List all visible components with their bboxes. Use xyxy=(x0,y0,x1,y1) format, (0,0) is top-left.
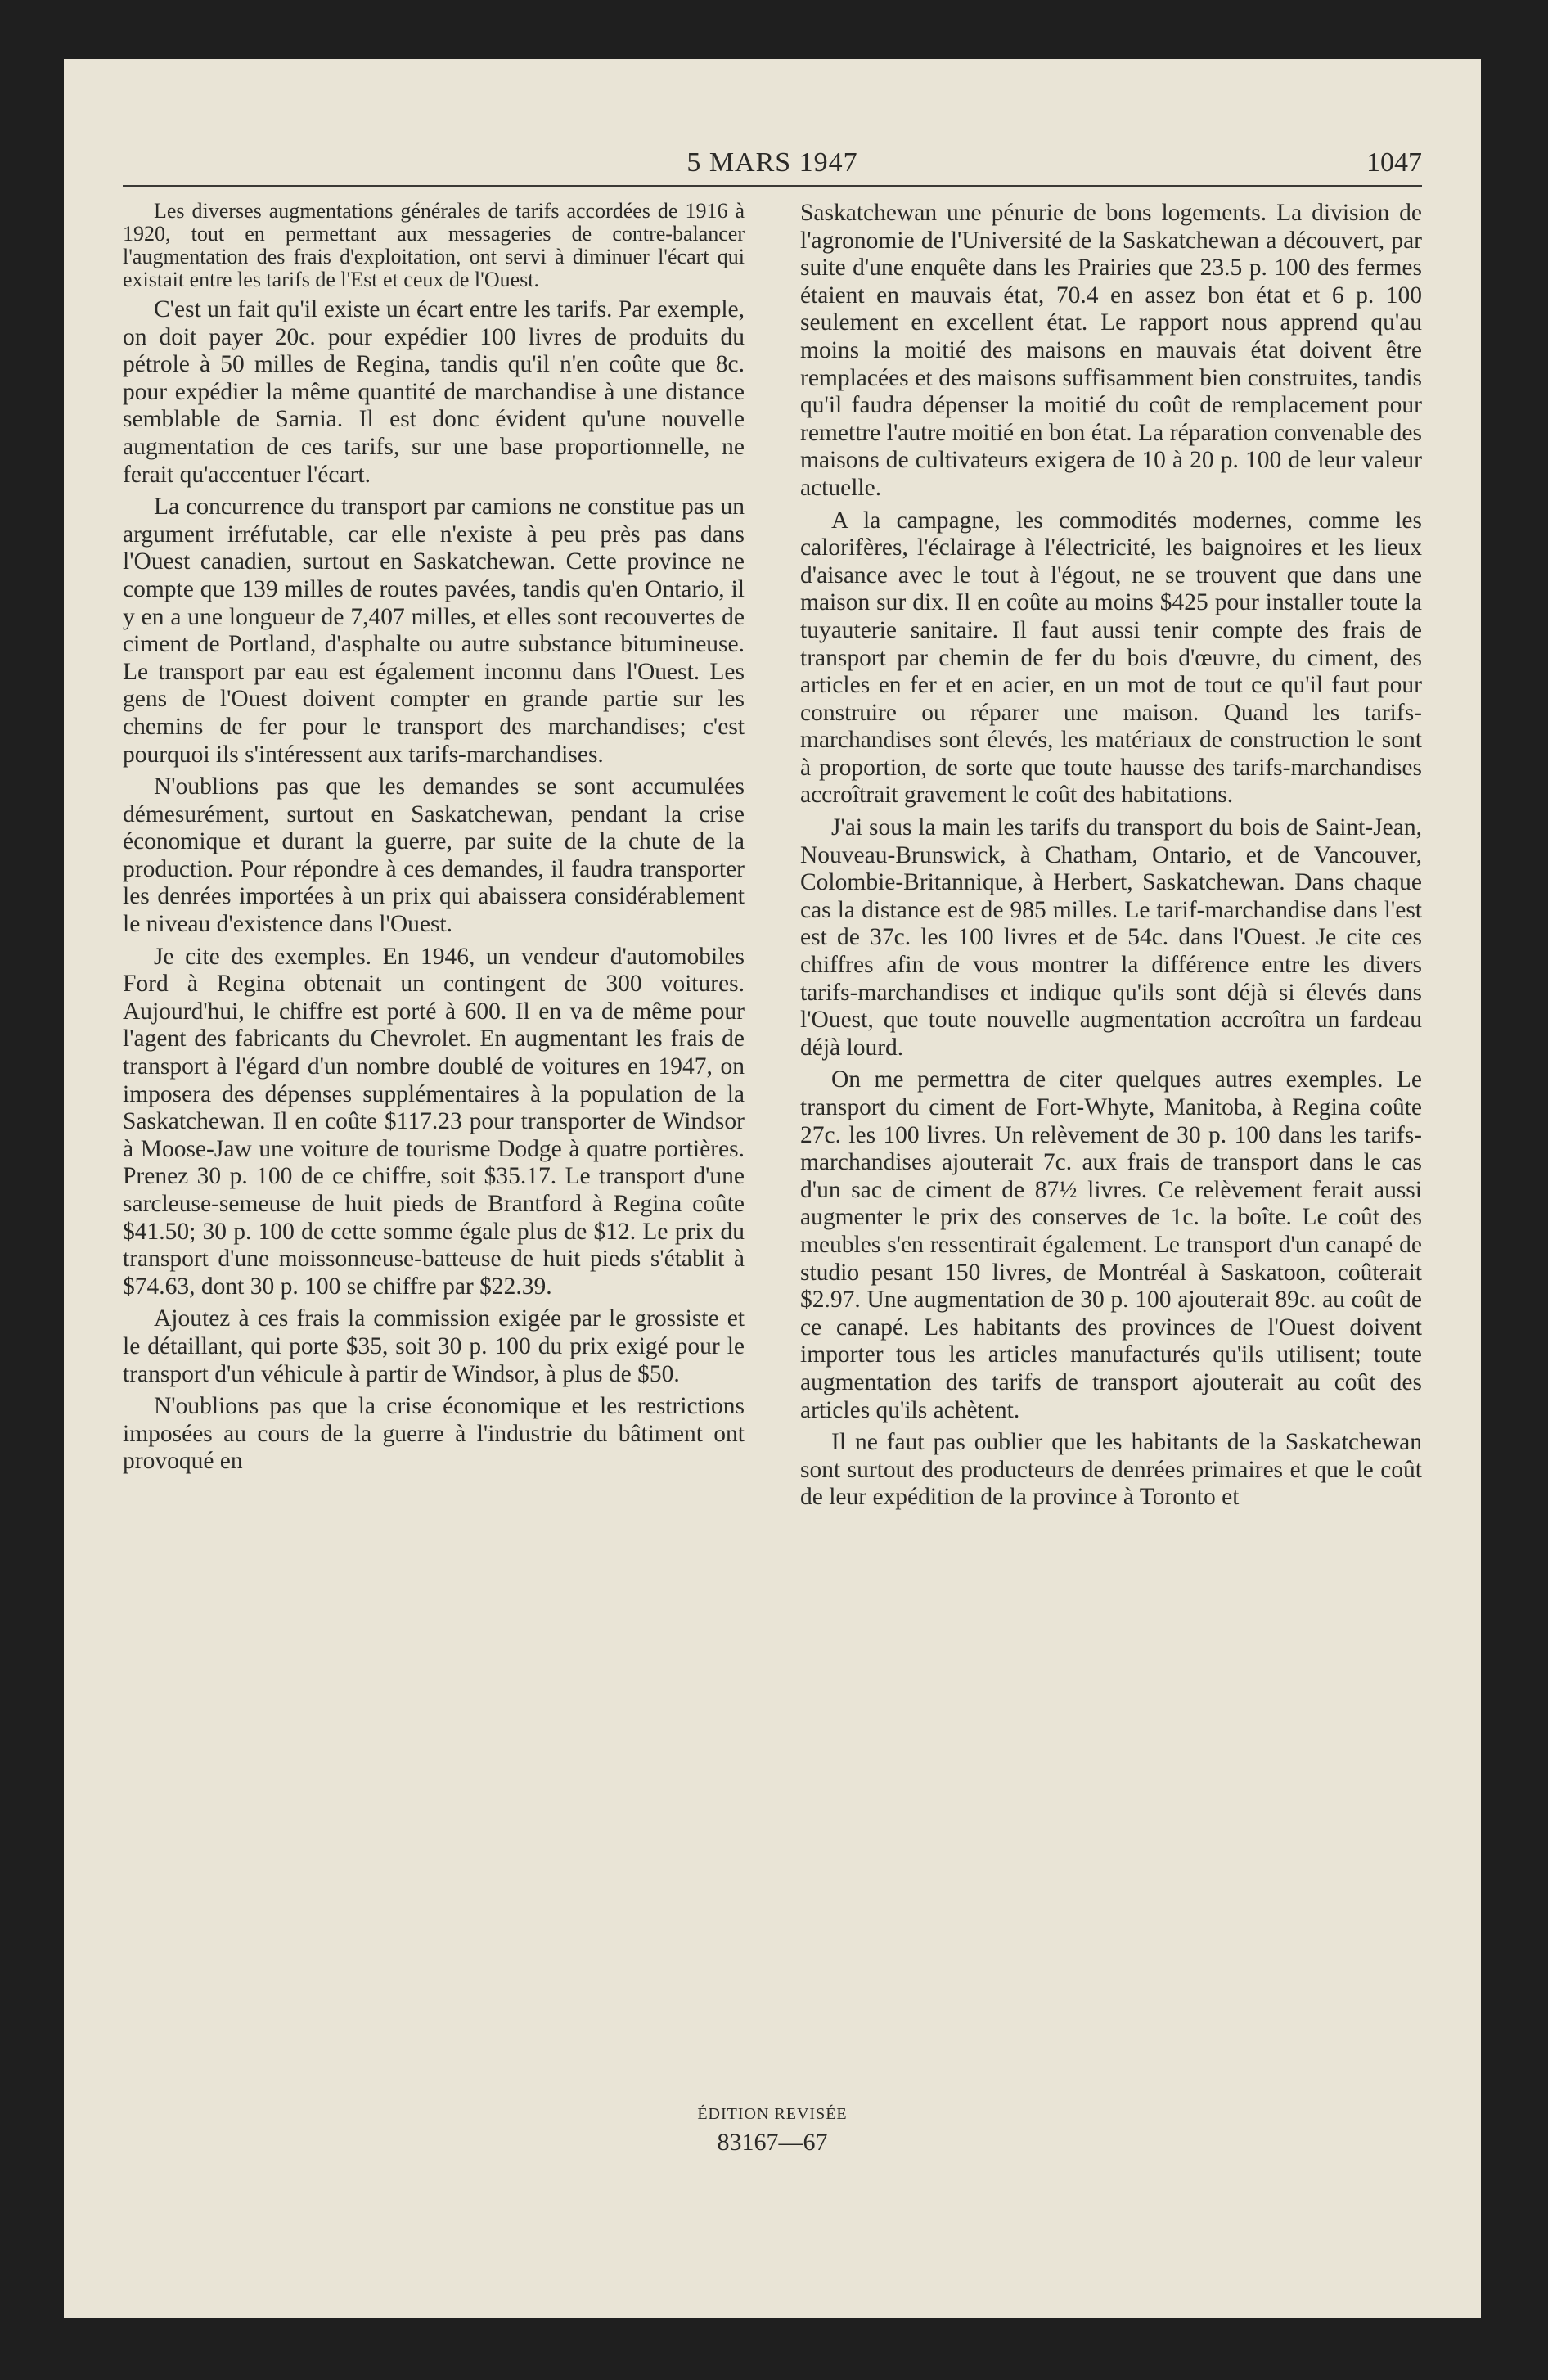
left-column xyxy=(123,200,745,1481)
print-code: 83167—67 xyxy=(717,2129,828,2156)
paragraph: A la campagne, les commodités modernes, comme les calorifères, l'éclairage à l'électricité, les baignoires et les lieux d'aisance avec le tout à l'égout, ne se trouvent que dans une maison sur dix. Il en coûte au moins $425 pour installer toute la tuyauterie sanitaire. Il faut aussi tenir compte des frais de transport par chemin de fer du bois d'œuvre, du ciment, des articles en fer et en acier, en un mot de tout ce qu'il faut pour construire ou réparer une maison. Quand les tarifs-marchandises sont élevés, les matériaux de construction le sont à proportion, de sorte que toute hausse des tarifs-marchandises accroîtrait gravement le coût des habitations. xyxy=(800,507,1422,809)
paragraph: N'oublions pas que la crise économique et les restrictions imposées au cours de la guerre à l'industrie du bâtiment ont provoqué en xyxy=(123,1393,745,1475)
page-header xyxy=(123,147,1422,183)
paragraph: C'est un fait qu'il existe un écart entre les tarifs. Par exemple, on doit payer 20c. pour expédier 100 livres de produits du pétrole à 50 milles de Regina, tandis qu'il n'en coûte que 8c. pour expédier la même quantité de marchandise à une distance semblable de Sarnia. Il est donc évident qu'une nouvelle augmentation de ces tarifs, sur une base proportionnelle, ne ferait qu'accentuer l'écart. xyxy=(123,296,745,488)
header-rule xyxy=(123,185,1422,187)
paragraph: N'oublions pas que les demandes se sont accumulées démesurément, surtout en Saskatchewan, pendant la crise économique et durant la guerre, par suite de la chute de la production. Pour répondre à ces demandes, il faudra transporter les denrées importées à un prix qui abaissera considérablement le niveau d'existence dans l'Ouest. xyxy=(123,773,745,938)
page-number: 1047 xyxy=(1366,147,1422,178)
document-page xyxy=(64,59,1481,2318)
paragraph: Saskatchewan une pénurie de bons logements. La division de l'agronomie de l'Université de la Saskatchewan a découvert, par suite d'une enquête dans les Prairies que 23.5 p. 100 des fermes étaient en mauvais état, 70.4 en assez bon état et 6 p. 100 seulement en excellent état. Le rapport nous apprend qu'au moins la moitié des maisons en mauvais état doivent être remplacées et des maisons suffisamment bien construites, tandis qu'il faudra dépenser la moitié du coût de remplacement pour remettre l'autre moitié en bon état. La réparation convenable des maisons de cultivateurs exigera de 10 à 20 p. 100 de leur valeur actuelle. xyxy=(800,200,1422,501)
edition-label: ÉDITION REVISÉE xyxy=(697,2105,848,2123)
paragraph: Les diverses augmentations générales de tarifs accordées de 1916 à 1920, tout en permettant aux messageries de contre-balancer l'augmentation des frais d'exploitation, ont servi à diminuer l'écart qui existait entre les tarifs de l'Est et ceux de l'Ouest. xyxy=(123,199,745,291)
paragraph: Il ne faut pas oublier que les habitants de la Saskatchewan sont surtout des producteurs de denrées primaires et que le coût de leur expédition de la province à Toronto et xyxy=(800,1429,1422,1511)
running-title: 5 MARS 1947 xyxy=(686,147,858,178)
paragraph: J'ai sous la main les tarifs du transport du bois de Saint-Jean, Nouveau-Brunswick, à Chatham, Ontario, et de Vancouver, Colombie-Britannique, à Herbert, Saskatchewan. Dans chaque cas la distance est de 985 milles. Le tarif-marchandise dans l'est est de 37c. les 100 livres et de 54c. dans l'Ouest. Je cite ces chiffres afin de vous montrer la différence entre les divers tarifs-marchandises et indique qu'ils sont déjà si élevés dans l'Ouest, que toute nouvelle augmentation accroîtra un fardeau déjà lourd. xyxy=(800,814,1422,1061)
paragraph: Je cite des exemples. En 1946, un vendeur d'automobiles Ford à Regina obtenait un contingent de 300 voitures. Aujourd'hui, le chiffre est porté à 600. Il en va de même pour l'agent des fabricants du Chevrolet. En augmentant les frais de transport à l'égard d'un nombre doublé de voitures en 1947, on imposera des dépenses supplémentaires à la population de la Saskatchewan. Il en coûte $117.23 pour transporter de Windsor à Moose-Jaw une voiture de tourisme Dodge à quatre portières. Prenez 30 p. 100 de ce chiffre, soit $35.17. Le transport d'une sarcleuse-semeuse de huit pieds de Brantford à Regina coûte $41.50; 30 p. 100 de cette somme égale plus de $12. Le prix du transport d'une moissonneuse-batteuse de huit pieds s'établit à $74.63, dont 30 p. 100 se chiffre par $22.39. xyxy=(123,943,745,1300)
paragraph: La concurrence du transport par camions ne constitue pas un argument irréfutable, car elle n'existe à peu près pas dans l'Ouest canadien, surtout en Saskatchewan. Cette province ne compte que 139 milles de routes pavées, tandis qu'en Ontario, il y en a une longueur de 7,407 milles, et elles sont recouvertes de ciment de Portland, d'asphalte ou autre substance bitumineuse. Le transport par eau est également inconnu dans l'Ouest. Les gens de l'Ouest doivent compter en grande partie sur les chemins de fer pour le transport des marchandises; c'est pourquoi ils s'intéressent aux tarifs-marchandises. xyxy=(123,494,745,768)
right-column xyxy=(800,200,1422,1517)
paragraph: Ajoutez à ces frais la commission exigée par le grossiste et le détaillant, qui porte $35, soit 30 p. 100 du prix exigé pour le transport d'un véhicule à partir de Windsor, à plus de $50. xyxy=(123,1305,745,1387)
page-footer xyxy=(64,2105,1481,2157)
paragraph: On me permettra de citer quelques autres exemples. Le transport du ciment de Fort-Whyte, Manitoba, à Regina coûte 27c. les 100 livres. Un relèvement de 30 p. 100 dans les tarifs-marchandises ajouterait 7c. aux frais de transport dans le cas d'un sac de ciment de 87½ livres. Ce relèvement ferait aussi augmenter le prix des conserves de 1c. la boîte. Le coût des meubles s'en ressentirait également. Le transport d'un canapé de studio pesant 150 livres, de Montréal à Saskatoon, coûterait $2.97. Une augmentation de 30 p. 100 ajouterait 89c. au coût de ce canapé. Les habitants des provinces de l'Ouest doivent importer tous les articles manufacturés qu'ils utilisent; toute augmentation des tarifs de transport ajouterait au coût des articles qu'ils achètent. xyxy=(800,1066,1422,1423)
